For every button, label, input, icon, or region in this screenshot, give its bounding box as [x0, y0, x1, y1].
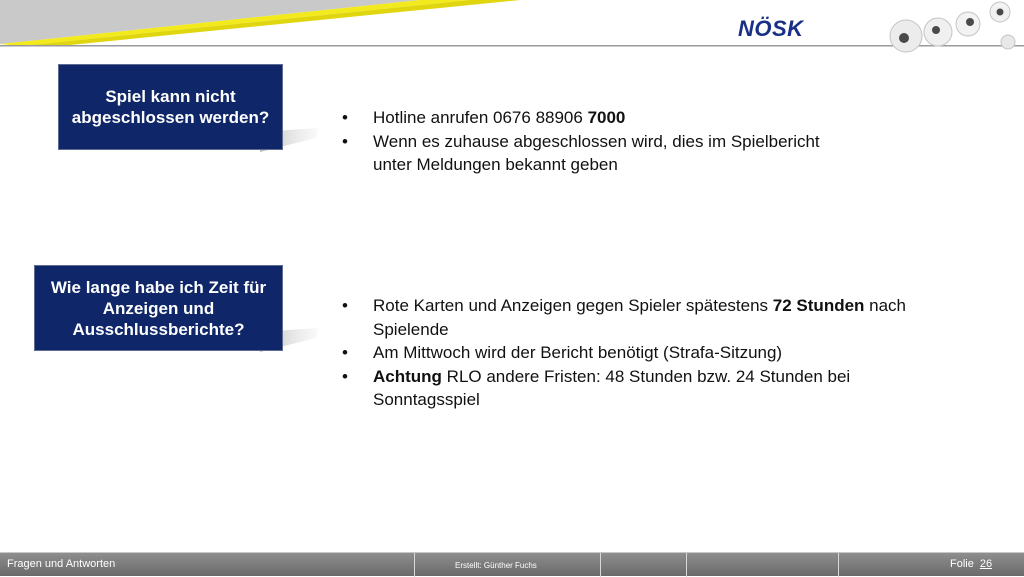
slide-number-value: 26 — [979, 558, 993, 570]
answer-text-bold: 72 Stunden — [772, 296, 865, 315]
list-item — [339, 341, 919, 365]
list-item — [339, 130, 839, 177]
footer-author: Erstellt: Günther Fuchs — [455, 561, 537, 570]
bullet-icon: • — [342, 131, 348, 151]
bullet-icon: • — [342, 343, 348, 362]
footer-divider — [600, 553, 601, 577]
answer-text-bold: Achtung — [373, 366, 442, 386]
answer-text-bold: 7000 — [587, 108, 626, 127]
answer-text: Hotline anrufen 0676 88906 — [373, 108, 588, 127]
slide-label: Folie — [950, 558, 974, 570]
bullet-icon: • — [342, 366, 348, 386]
answer-list-2 — [339, 294, 919, 412]
list-item — [339, 294, 919, 341]
answer-text: Rote Karten und Anzeigen gegen Spieler spätestens — [373, 296, 773, 315]
footer-divider — [838, 553, 839, 577]
answer-text-tail: RLO andere Fristen: 48 Stunden bzw. 24 Stunden bei Sonntagsspiel — [373, 366, 851, 409]
bullet-icon: • — [342, 108, 348, 127]
bullet-icon: • — [342, 296, 348, 315]
answer-text: Wenn es zuhause abgeschlossen wird, dies im Spielbericht unter Meldungen bekannt geben — [373, 131, 820, 174]
footer-bar — [0, 552, 1024, 576]
footer-title: Fragen und Antworten — [7, 558, 116, 570]
slide-number — [950, 558, 992, 570]
soccer-balls-icon — [876, 0, 1024, 58]
question-box-deadline — [34, 265, 283, 351]
footer-divider — [686, 553, 687, 577]
answer-text: Am Mittwoch wird der Bericht benötigt (Strafa-Sitzung) — [373, 343, 783, 362]
list-item — [339, 365, 919, 412]
answer-list-1 — [339, 106, 839, 177]
question-box-incomplete-game — [58, 64, 283, 150]
list-item — [339, 106, 839, 130]
header-decoration — [0, 0, 1024, 60]
question-label: Wie lange habe ich Zeit für Anzeigen und Ausschlussberichte? — [50, 277, 267, 339]
footer-divider — [414, 553, 415, 577]
answer-text-tail: nach Spielende — [373, 296, 907, 339]
question-label: Spiel kann nicht abgeschlossen werden? — [71, 87, 270, 127]
nosk-logo: NÖSK — [738, 16, 804, 41]
